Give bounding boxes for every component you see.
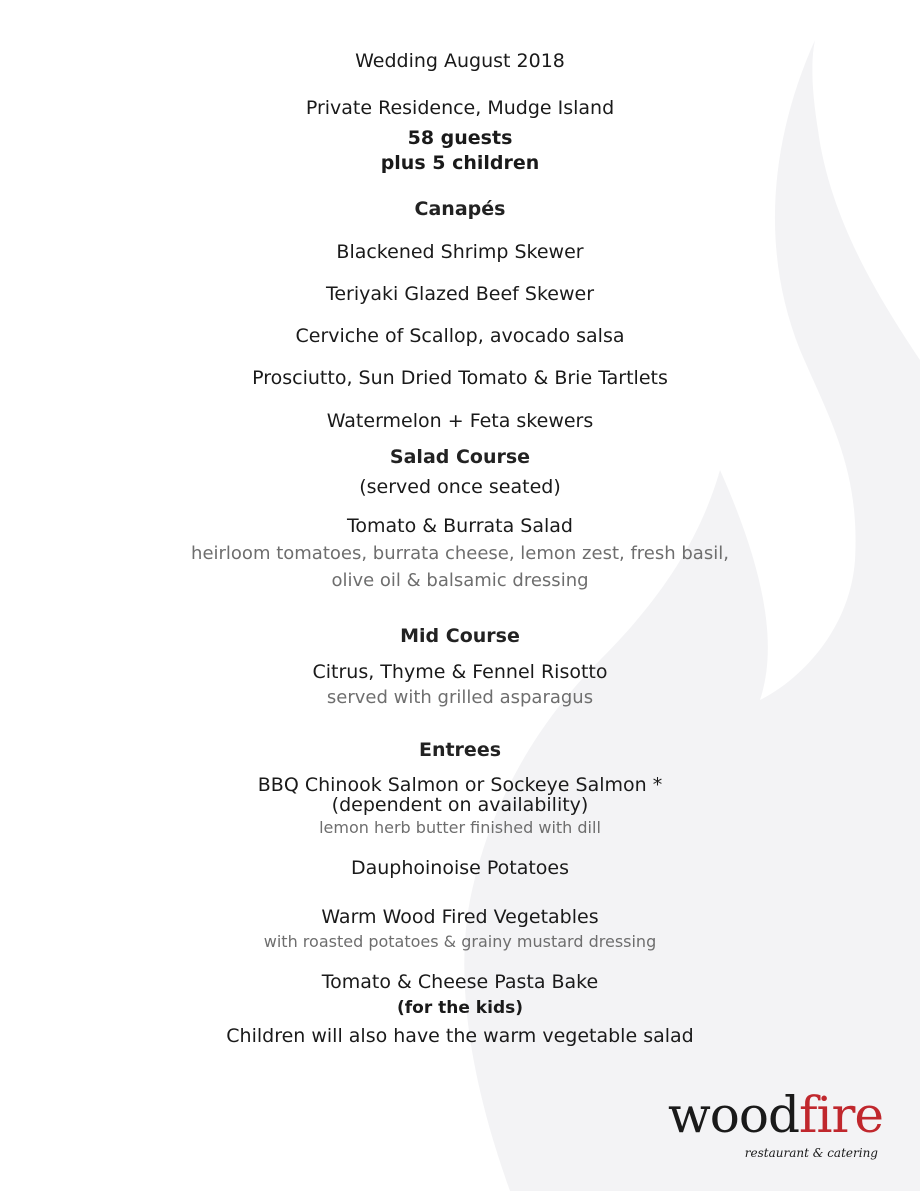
entree-salmon-description: lemon herb butter finished with dill [319, 818, 601, 837]
logo-wood-text: wood [668, 1086, 800, 1144]
logo-tagline: restaurant & catering [744, 1146, 878, 1160]
event-venue: Private Residence, Mudge Island [305, 97, 615, 119]
canapes-heading: Canapés [414, 198, 506, 220]
entree-vegetables: Warm Wood Fired Vegetables [321, 906, 599, 928]
children-count: plus 5 children [380, 152, 540, 174]
salad-heading: Salad Course [389, 446, 531, 468]
woodfire-logo [668, 1086, 884, 1162]
mid-course-description: served with grilled asparagus [326, 687, 594, 708]
entrees-heading: Entrees [418, 739, 502, 761]
mid-course-heading: Mid Course [400, 625, 520, 647]
logo-wordmark [668, 1086, 884, 1144]
entree-potatoes: Dauphoinoise Potatoes [350, 857, 570, 879]
entree-pasta-note: (for the kids) [396, 998, 523, 1018]
event-title: Wedding August 2018 [355, 50, 565, 72]
canape-item: Teriyaki Glazed Beef Skewer [325, 283, 595, 305]
salad-description: olive oil & balsamic dressing [331, 570, 589, 591]
mid-course-dish: Citrus, Thyme & Fennel Risotto [312, 661, 608, 683]
canape-item: Prosciutto, Sun Dried Tomato & Brie Tartlets [252, 367, 668, 389]
entree-vegetables-description: with roasted potatoes & grainy mustard dressing [263, 932, 657, 951]
logo-fire-text: fire [799, 1086, 884, 1144]
canape-item: Watermelon + Feta skewers [326, 410, 594, 432]
entree-salmon: BBQ Chinook Salmon or Sockeye Salmon * [257, 774, 663, 796]
salad-note: (served once seated) [359, 476, 561, 498]
entree-pasta: Tomato & Cheese Pasta Bake [321, 971, 599, 993]
canape-item: Cerviche of Scallop, avocado salsa [295, 325, 625, 347]
salad-description: heirloom tomatoes, burrata cheese, lemon zest, fresh basil, [191, 543, 729, 564]
guest-count: 58 guests [407, 127, 513, 149]
children-note: Children will also have the warm vegetable salad [226, 1025, 694, 1047]
canape-item: Blackened Shrimp Skewer [336, 241, 584, 263]
entree-salmon-note: (dependent on availability) [331, 794, 589, 816]
salad-dish: Tomato & Burrata Salad [347, 515, 573, 537]
